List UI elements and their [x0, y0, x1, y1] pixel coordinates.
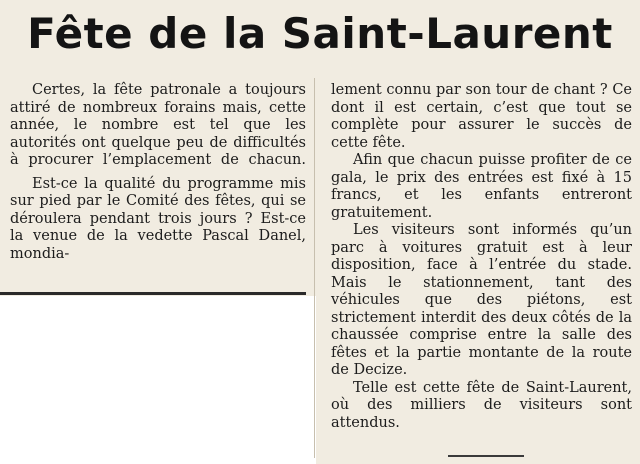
paragraph-conclusion: Telle est cette fête de Saint-Laurent, où des milliers de visiteurs sont attendus.: [331, 379, 632, 431]
article-right-column: [331, 82, 632, 432]
paragraph-stationnement: Les visiteurs sont informés qu’un parc à voitures gratuit est à leur disposition, face à l’entrée du stade. Mais le stationnement, tant des véhicules que des piétons, est strictement interdit des deux côtés de la chaussée comprise entre la salle des fêtes et la partie montante de la route de Decize.: [331, 222, 632, 378]
paragraph-programme: Est-ce la qualité du programme mis sur pied par le Comité des fêtes, qui se déroulera pendant trois jours ? Est-ce la venue de la vedette Pascal Danel, mondia-: [10, 175, 306, 262]
article-title: Fête de la Saint-Laurent: [27, 9, 613, 58]
column-divider: [314, 78, 315, 458]
column-end-rule: [0, 292, 306, 295]
paragraph-forains: Certes, la fête patronale a toujours attiré de nombreux forains mais, cette année, le nombre est tel que les autorités ont quelque peu de difficultés à procurer l’emplacement de chacun.: [10, 82, 306, 168]
paragraph-tour-de-chant: lement connu par son tour de chant ? Ce dont il est certain, c’est que tout se complète pour assurer le succès de cette fête.: [331, 82, 632, 151]
paragraph-prix-entrees: Afin que chacun puisse profiter de ce gala, le prix des entrées est fixé à 15 francs, et les enfants entreront gratuitement.: [331, 152, 632, 221]
article-end-mark: [448, 455, 524, 457]
article-left-column: [10, 82, 306, 263]
